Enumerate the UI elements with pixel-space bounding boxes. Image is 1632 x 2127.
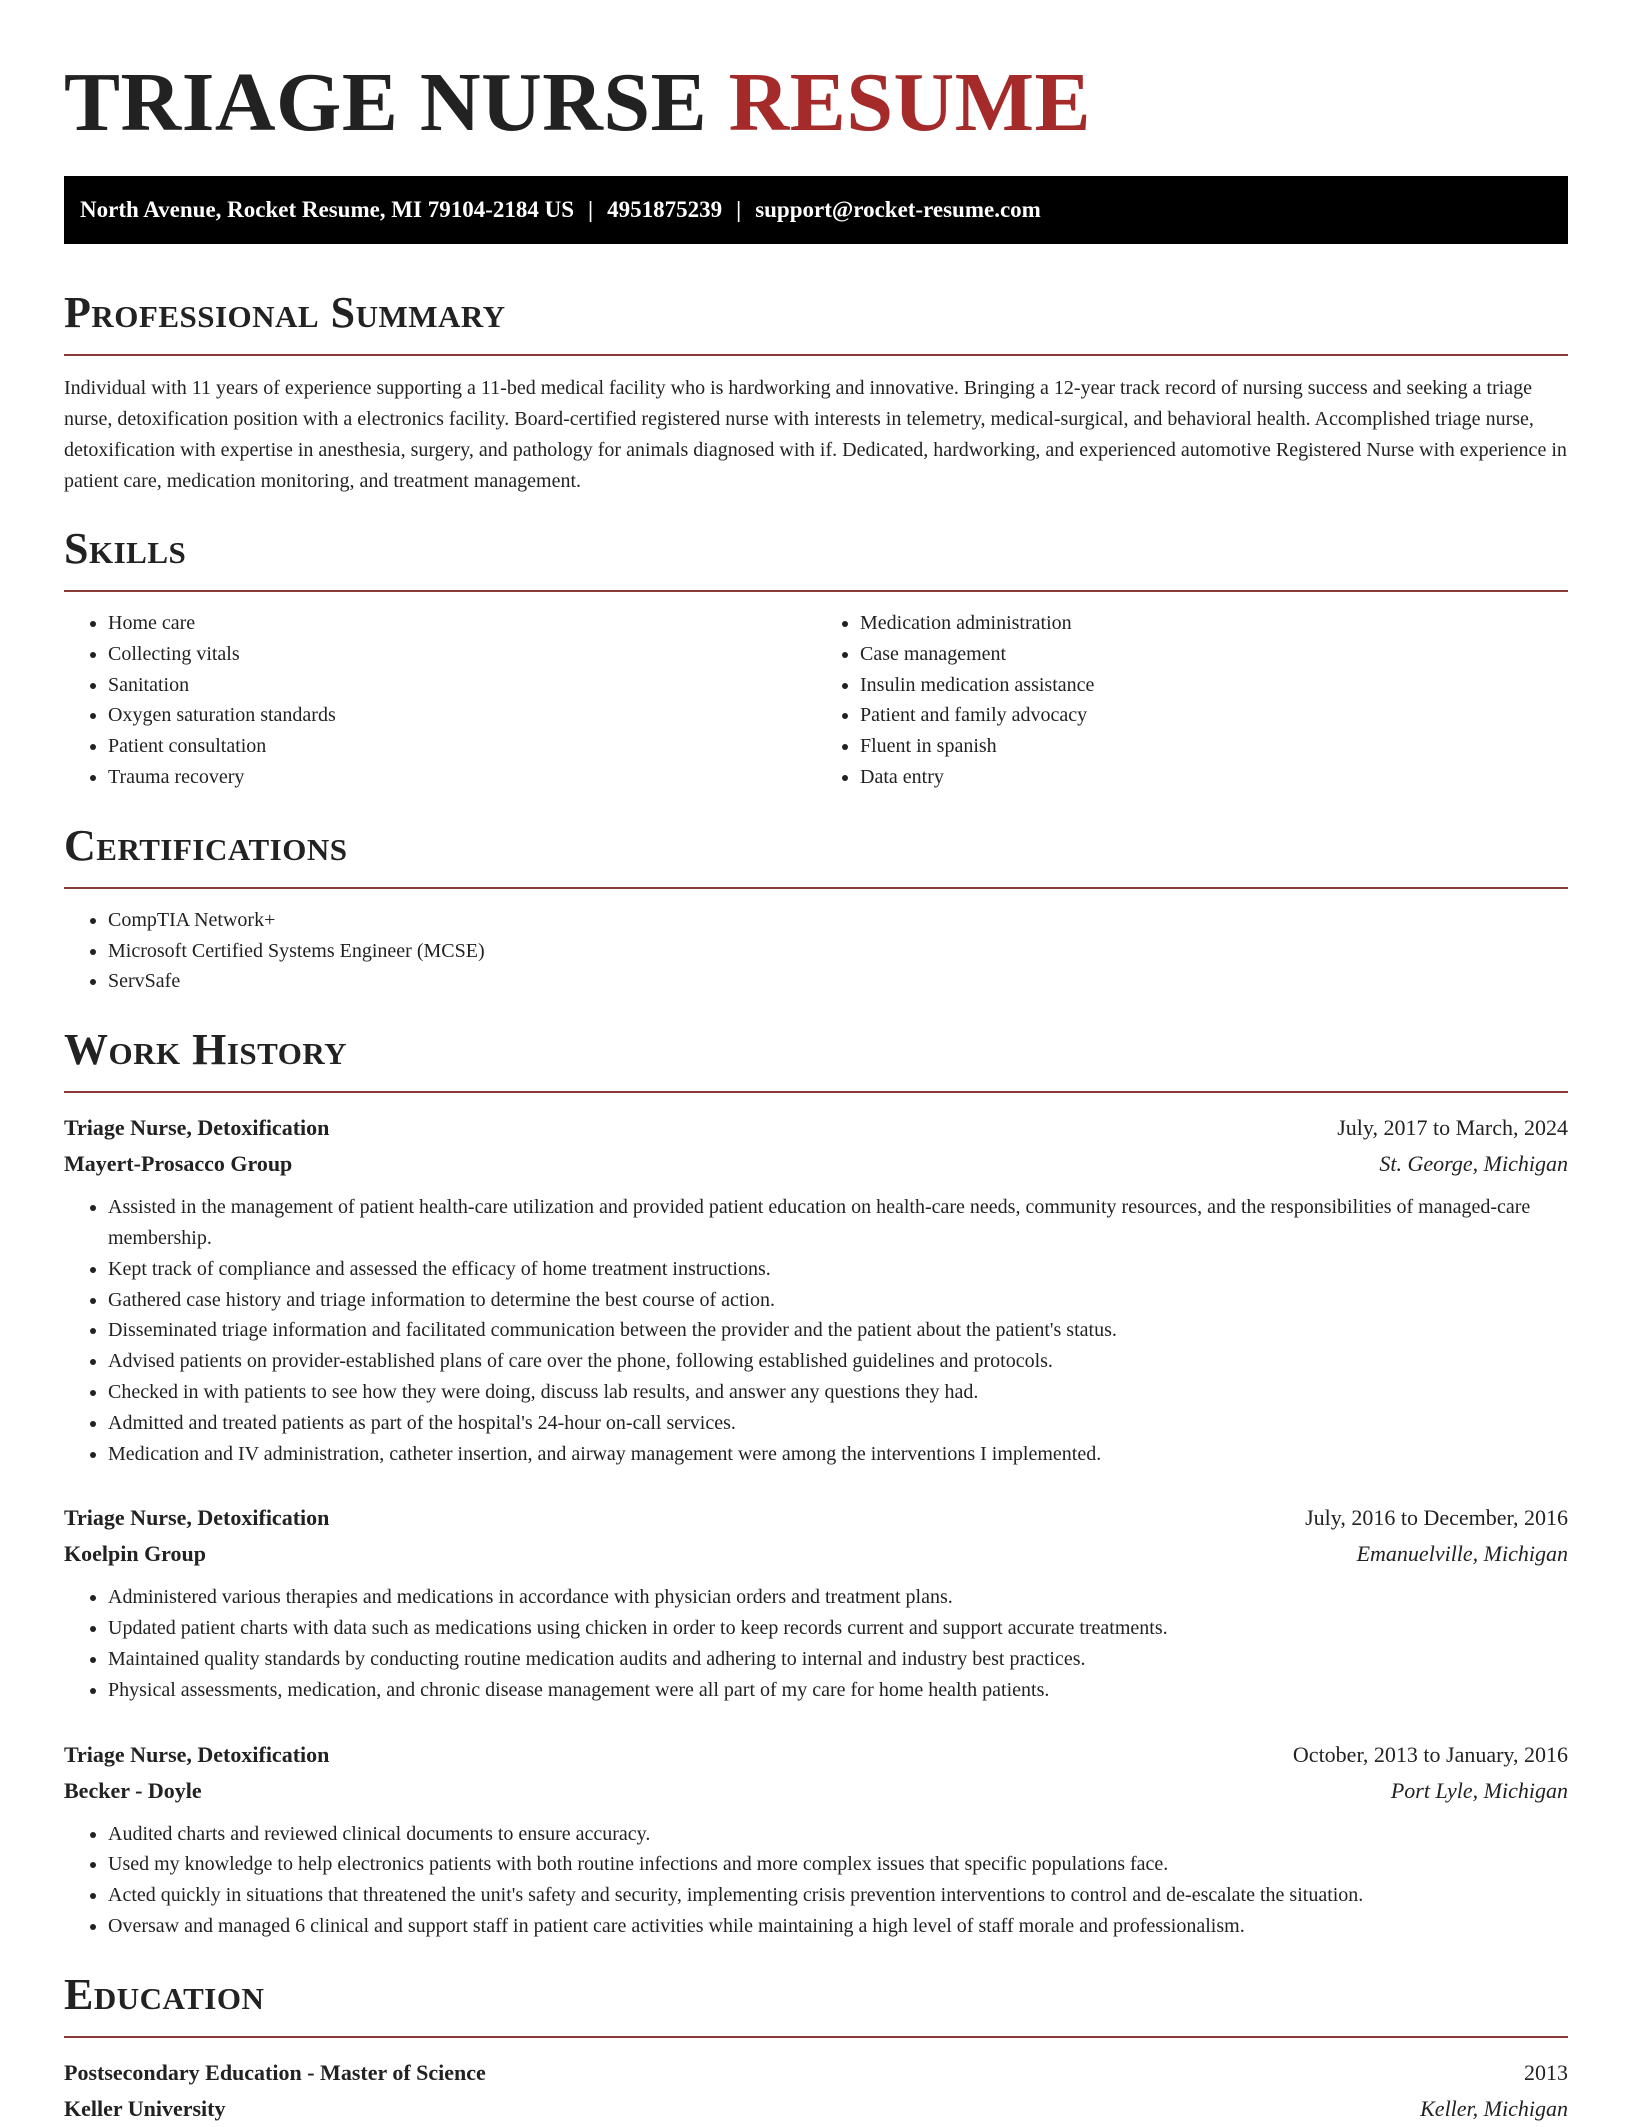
job-location: Emanuelville, Michigan [1356, 1541, 1568, 1567]
job-company-row [64, 1146, 1568, 1182]
job-bullets [64, 1819, 1568, 1942]
job-bullet: • Oversaw and managed 6 clinical and support staff in patient care activities while maintaining a high level of staff morale and professionalism. [108, 1911, 1568, 1942]
skill-item: • Insulin medication assistance [860, 670, 1568, 701]
job-bullet: • Assisted in the management of patient health-care utilization and provided patient education on health-care needs, community resources, and the responsibilities of managed-care membership. [108, 1192, 1568, 1254]
skill-item: • Collecting vitals [108, 639, 816, 670]
resume-page [64, 0, 1568, 2127]
skill-item: • Sanitation [108, 670, 816, 701]
job-dates: October, 2013 to January, 2016 [1292, 1741, 1568, 1767]
job-bullet: • Acted quickly in situations that threatened the unit's safety and security, implementing crisis prevention interventions to control and de-escalate the situation. [108, 1880, 1568, 1911]
certifications-list [64, 905, 1568, 997]
contact-bar [64, 176, 1568, 244]
job-bullet: • Used my knowledge to help electronics patients with both routine infections and more complex issues that specific populations face. [108, 1849, 1568, 1880]
job-bullet: • Gathered case history and triage information to determine the best course of action. [108, 1285, 1568, 1316]
contact-separator: | [588, 197, 594, 222]
work-history-section [64, 1025, 1568, 1942]
certification-item: • ServSafe [108, 966, 1568, 997]
skill-item: • Patient consultation [108, 731, 816, 762]
job-bullet: • Medication and IV administration, catheter insertion, and airway management were among the interventions I implemented. [108, 1439, 1568, 1470]
certifications-heading: Certifications [64, 821, 1568, 889]
job-bullet: • Disseminated triage information and facilitated communication between the provider and the patient about the patient's status. [108, 1315, 1568, 1346]
certification-item: • Microsoft Certified Systems Engineer (MCSE) [108, 936, 1568, 967]
job-header-row [64, 1110, 1568, 1146]
resume-title [64, 0, 1568, 156]
job-bullet: • Audited charts and reviewed clinical documents to ensure accuracy. [108, 1819, 1568, 1850]
skill-item: • Case management [860, 639, 1568, 670]
education-section [64, 1970, 1568, 2127]
job-title: Triage Nurse, Detoxification [64, 1505, 330, 1531]
skills-columns [64, 608, 1568, 793]
job-bullets [64, 1582, 1568, 1705]
contact-address: North Avenue, Rocket Resume, MI 79104-2184 US [80, 197, 575, 222]
work-history-heading: Work History [64, 1025, 1568, 1093]
job-bullet: • Updated patient charts with data such as medications using chicken in order to keep records current and support accurate treatments. [108, 1613, 1568, 1644]
job-entry [64, 1500, 1568, 1705]
job-entry [64, 1110, 1568, 1469]
title-main: TRIAGE NURSE [64, 56, 708, 149]
job-location: St. George, Michigan [1379, 1151, 1568, 1177]
education-degree-row [64, 2055, 1568, 2091]
title-accent: RESUME [728, 56, 1092, 149]
job-company: Koelpin Group [64, 1541, 207, 1567]
education-location: Keller, Michigan [1420, 2095, 1568, 2121]
job-title: Triage Nurse, Detoxification [64, 1115, 330, 1141]
skills-section [64, 524, 1568, 793]
job-bullet: • Kept track of compliance and assessed the efficacy of home treatment instructions. [108, 1254, 1568, 1285]
job-bullets [64, 1192, 1568, 1469]
summary-section [64, 288, 1568, 497]
job-company: Mayert-Prosacco Group [64, 1151, 293, 1177]
skills-right-list [816, 608, 1568, 793]
job-dates: July, 2016 to December, 2016 [1305, 1505, 1568, 1531]
job-title: Triage Nurse, Detoxification [64, 1741, 330, 1767]
summary-text: Individual with 11 years of experience supporting a 11-bed medical facility who is hardworking and innovative. Bringing a 12-year track record of nursing success and seeking a triage nurse, detoxification position with a electronics facility. Board-certified registered nurse with interests in telemetry, medical-surgical, and behavioral health. Accomplished triage nurse, detoxification with expertise in anesthesia, surgery, and pathology for animals diagnosed with if. Dedicated, hardworking, and experienced automotive Registered Nurse with experience in patient care, medication monitoring, and treatment management. [64, 377, 1567, 492]
skill-item: • Data entry [860, 762, 1568, 793]
job-company-row [64, 1536, 1568, 1572]
job-dates: July, 2017 to March, 2024 [1337, 1115, 1568, 1141]
job-header-row [64, 1737, 1568, 1773]
job-company: Becker - Doyle [64, 1777, 202, 1803]
skill-item: • Patient and family advocacy [860, 700, 1568, 731]
summary-heading: Professional Summary [64, 288, 1568, 356]
education-year: 2013 [1524, 2059, 1568, 2085]
skill-item: • Home care [108, 608, 816, 639]
job-location: Port Lyle, Michigan [1390, 1777, 1568, 1803]
job-company-row [64, 1773, 1568, 1809]
contact-separator: | [736, 197, 742, 222]
skill-item: • Medication administration [860, 608, 1568, 639]
job-bullet: • Admitted and treated patients as part of the hospital's 24-hour on-call services. [108, 1408, 1568, 1439]
skills-left-list [64, 608, 816, 793]
job-bullet: • Maintained quality standards by conducting routine medication audits and adhering to internal and industry best practices. [108, 1644, 1568, 1675]
certification-item: • CompTIA Network+ [108, 905, 1568, 936]
job-bullet: • Administered various therapies and medications in accordance with physician orders and treatment plans. [108, 1582, 1568, 1613]
education-entry [64, 2055, 1568, 2127]
certifications-section [64, 821, 1568, 997]
education-degree: Postsecondary Education - Master of Science [64, 2059, 486, 2085]
contact-email: support@rocket-resume.com [755, 197, 1041, 222]
job-header-row [64, 1500, 1568, 1536]
job-entry [64, 1737, 1568, 1942]
education-heading: Education [64, 1970, 1568, 2038]
skill-item: • Fluent in spanish [860, 731, 1568, 762]
skills-heading: Skills [64, 524, 1568, 592]
education-school-row [64, 2091, 1568, 2127]
job-bullet: • Physical assessments, medication, and chronic disease management were all part of my care for home health patients. [108, 1675, 1568, 1706]
skill-item: • Trauma recovery [108, 762, 816, 793]
job-bullet: • Advised patients on provider-established plans of care over the phone, following established guidelines and protocols. [108, 1346, 1568, 1377]
contact-phone: 4951875239 [607, 197, 723, 222]
skill-item: • Oxygen saturation standards [108, 700, 816, 731]
education-school: Keller University [64, 2095, 226, 2121]
job-bullet: • Checked in with patients to see how they were doing, discuss lab results, and answer any questions they had. [108, 1377, 1568, 1408]
